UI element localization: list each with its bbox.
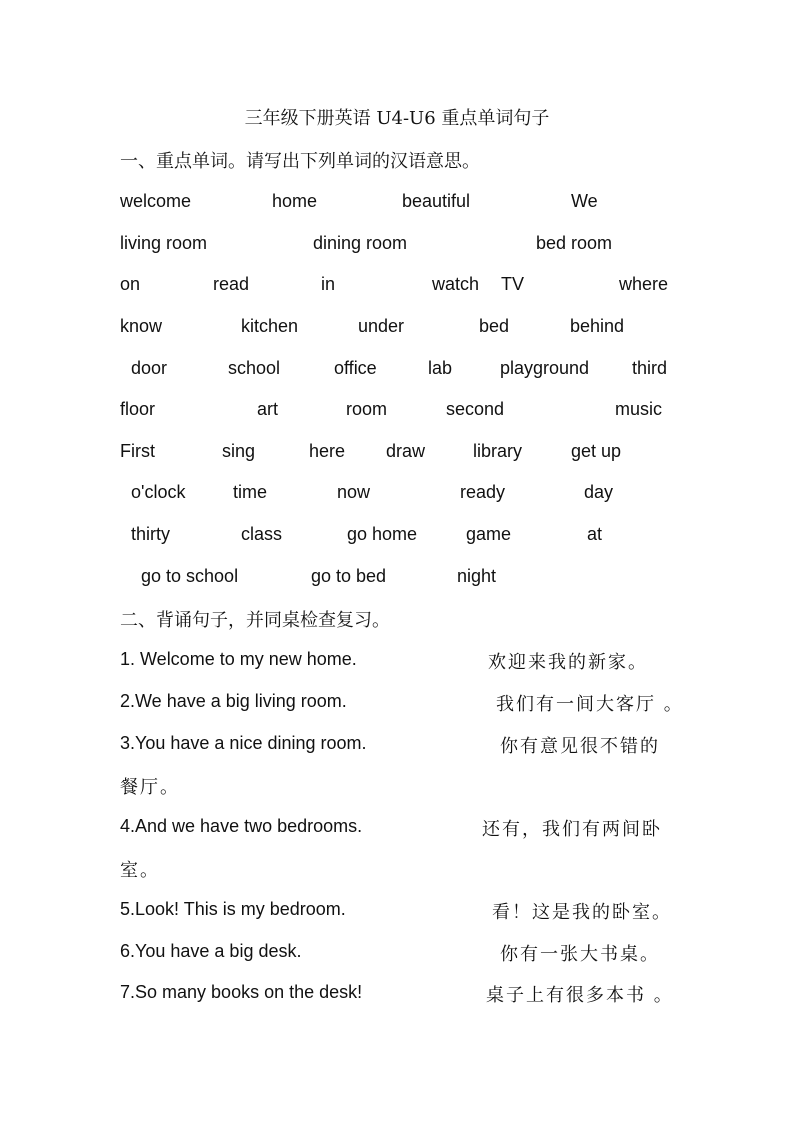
vocab-word: thirty [131,524,171,544]
vocab-word: door [131,358,168,378]
vocab-word: read [213,274,250,294]
sentence-english: 3.You have a nice dining room. [120,733,367,753]
vocab-word: watch [432,274,480,294]
vocab-word: class [241,524,283,544]
vocab-word: First [120,441,155,461]
sentence-english: 2.We have a big living room. [120,691,347,711]
sentence-chinese-continued: 餐厅。 [120,777,180,798]
page-title: 三年级下册英语 U4-U6 重点单词句子 [244,108,550,129]
vocab-word: bed [479,316,510,336]
sentence-chinese: 欢迎来我的新家。 [488,652,648,673]
vocab-word: room [346,399,388,419]
vocab-word: here [309,441,346,461]
vocab-word: at [587,524,603,544]
vocab-word: living room [120,233,208,253]
sentence-chinese-continued: 室。 [120,860,160,881]
sentence-english: 7.So many books on the desk! [120,982,363,1002]
vocab-word: We [571,191,598,211]
vocab-word: playground [500,358,590,378]
vocab-word: draw [386,441,426,461]
sentence-english: 4.And we have two bedrooms. [120,816,363,836]
vocab-word: game [466,524,512,544]
vocab-word: dining room [313,233,408,253]
vocab-word: o'clock [131,482,186,502]
vocab-word: under [358,316,405,336]
vocab-word: music [615,399,663,419]
vocab-word: sing [222,441,256,461]
sentence-english: 6.You have a big desk. [120,941,302,961]
vocab-word: lab [428,358,453,378]
vocab-word: welcome [120,191,192,211]
vocab-word: home [272,191,318,211]
sentence-chinese: 你有意见很不错的 [500,736,660,757]
sentence-chinese: 还有，我们有两间卧 [482,819,662,840]
vocab-word: on [120,274,141,294]
sentence-chinese: 看！这是我的卧室。 [492,902,672,923]
vocab-word: second [446,399,505,419]
vocab-word: bed room [536,233,613,253]
sentence-english: 5.Look! This is my bedroom. [120,899,346,919]
vocab-word: school [228,358,281,378]
section2-heading: 二、背诵句子，并同桌检查复习。 [120,610,390,631]
vocab-word: floor [120,399,156,419]
section1-heading: 一、重点单词。请写出下列单词的汉语意思。 [120,151,480,172]
vocab-word: behind [570,316,625,336]
vocab-word: go to school [141,566,239,586]
vocab-word: night [457,566,497,586]
vocab-word: go home [347,524,418,544]
vocab-word: go to bed [311,566,387,586]
vocab-word: ready [460,482,506,502]
vocab-word: where [619,274,669,294]
vocab-word: get up [571,441,622,461]
vocab-word: library [473,441,523,461]
vocab-word: office [334,358,377,378]
sentence-chinese: 你有一张大书桌。 [500,944,660,965]
vocab-word: know [120,316,163,336]
vocab-word: beautiful [402,191,471,211]
vocab-word: art [257,399,279,419]
vocab-word: now [337,482,371,502]
sentence-english: 1. Welcome to my new home. [120,649,357,669]
vocab-word: day [584,482,614,502]
vocab-word: TV [501,274,525,294]
vocab-word: time [233,482,268,502]
sentence-chinese: 桌子上有很多本书 。 [486,985,674,1006]
vocab-word: kitchen [241,316,299,336]
sentence-chinese: 我们有一间大客厅 。 [496,694,684,715]
vocab-word: in [321,274,336,294]
vocab-word: third [632,358,668,378]
